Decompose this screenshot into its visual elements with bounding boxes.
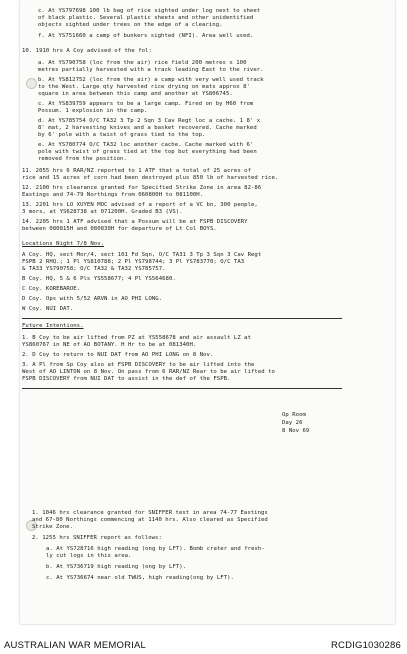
future-row: 2. D Coy to return to NUI DAT from AO PHI LONG on 8 Nov. — [22, 352, 214, 358]
text-line: pole with twist of grass tied at the top but everything had been — [38, 149, 257, 155]
text-line: 13. 2201 hrs LO XUYEN MOC advised of a report of a VC bn, 300 people, — [22, 202, 258, 208]
text-line: d. At YS785754 O/C TA32 3 Tp 2 Sqn 3 Cav Regt loc a cache. 1 8' x — [38, 118, 261, 124]
text-line: Strike Zone. — [32, 524, 74, 530]
text-line: objects sighted under trees on the edge of a clearing. — [38, 22, 223, 28]
text-line: 12. 2100 hrs clearance granted for Specified Strike Zone in area 82-86 — [22, 185, 262, 191]
text-line: and 67-80 Northings commencing at 1140 hrs. Also cleared as Specified — [32, 517, 268, 523]
text-line: b. At YS736719 high reading (ong by LFT). — [46, 564, 187, 570]
text-line: 8' mat, 2 harvesting knives and a basket recovered. Cache marked — [38, 125, 257, 131]
text-line: 10. 1910 hrs A Coy advised of the fol: — [22, 48, 152, 54]
locations-heading: Locations Night 7/8 Nov. — [22, 241, 105, 247]
text-line: ly cut logs in this area. — [46, 553, 132, 559]
future-row: 3. A Pl from Sp Coy also at FSPB DISCOVERY to be air lifted into the — [22, 362, 255, 368]
text-line: a. At YS790758 (loc from the air) rice field 200 metres x 100 — [38, 60, 247, 66]
location-row: W Coy. NUI DAT. — [22, 306, 74, 312]
future-heading: Future Intentions. — [22, 323, 84, 329]
text-line: of black plastic. Several plastic sheets and other unidentified — [38, 15, 254, 21]
text-line: 14. 2205 hrs 1 ATF advised that a Possum will be at FSPB DISCOVERY — [22, 219, 248, 225]
text-line: by 6' pole with a twist of grass tied to the top. — [38, 132, 206, 138]
future-row: FSPB DISCOVERY from NUI DAT to assist in the def of the FSPB. — [22, 376, 231, 382]
text-line: rice and 15 acres of corn had been destroyed plus 850 lb of harvested rice. — [22, 175, 279, 181]
text-line: to the West. Large qty harvested rice drying on mats approx 8' — [38, 84, 250, 90]
location-row: A Coy. HQ, sect Mor/4, sect 101 Fd Sqn, O/C TA31 3 Tp 3 Sqn 3 Cav Regt — [22, 252, 262, 258]
punch-hole — [26, 78, 37, 89]
divider — [22, 388, 342, 389]
footer-left: AUSTRALIAN WAR MEMORIAL — [4, 640, 147, 651]
location-row: & TA33 YS790758; O/C TA32 & TA32 YS785757. — [22, 266, 166, 272]
text-line: between 080815H and 080830H for departure of Lt Col BOYS. — [22, 226, 217, 232]
text-line: 11. 2055 hrs 6 RAR/NZ reported to 1 ATF that a total of 25 acres of — [22, 168, 251, 174]
text-line: b. At YS812752 (loc from the air) a camp with very well used track — [38, 77, 264, 83]
divider — [22, 318, 342, 319]
signature-line: Op Room — [282, 412, 306, 418]
text-line: a. At YS728716 high reading (ong by LFT). Bomb crater and fresh- — [46, 546, 265, 552]
text-line: f. At YS751660 a camp of bunkers sighted (NFI). Area well used. — [38, 33, 254, 39]
signature-line: 8 Nov 69 — [282, 428, 310, 434]
future-row: 1. B Coy to be air lifted from PZ at YS558678 and air assault LZ at — [22, 335, 251, 341]
text-line: square in area between this camp and another at YS806745. — [38, 91, 233, 97]
signature-line: Day 26 — [282, 420, 303, 426]
text-line: 2. 1255 hrs SNIFFER report as follows: — [32, 535, 162, 541]
text-line: 3 mors, at YS628738 at 071200H. Graded B3 (VS). — [22, 209, 183, 215]
text-line: metres partially harvested with a track leading East to the river. — [38, 67, 264, 73]
location-row: FSPB 2 RHQ.; 1 Pl YS810788; 2 Pl YS798744; 3 Pl YS783770; O/C TA3 — [22, 259, 245, 265]
text-line: 1. 1046 hrs clearance granted for SNIFFER test in area 74-77 Eastings — [32, 510, 268, 516]
footer-right: RCDIG1030286 — [331, 640, 401, 651]
text-line: c. At YS797698 100 lb bag of rice sighted under log next to sheet — [38, 8, 261, 14]
future-row: West of AO LINTON on 8 Nov. On pass from 6 RAR/NZ Rear to be air lifted to — [22, 369, 275, 375]
location-row: D Coy. Ops with 5/52 ARVN in AO PHI LONG. — [22, 296, 163, 302]
location-row: C Coy. KOREBAROE. — [22, 286, 81, 292]
text-line: e. At YS780774 O/C TA32 loc another cache. Cache marked with 6' — [38, 142, 254, 148]
text-line: removed from the position. — [38, 156, 127, 162]
text-line: c. At YS736674 near old TWUS, high reading(ong by LFT). — [46, 575, 234, 581]
future-row: YS860767 in NE of AO BOTANY. H Hr to be at 081340H. — [22, 342, 197, 348]
location-row: B Coy. HQ, 5 & 6 Pls YS558677; 4 Pl YS564680. — [22, 276, 176, 282]
text-line: Eastings and 74-79 Northings from 060800H to 081100H. — [22, 192, 204, 198]
document-page — [20, 0, 395, 624]
text-line: Possum. 1 explosion in the camp. — [38, 108, 148, 114]
text-line: c. At YS839759 appears to be a large camp. Fired on by H60 from — [38, 101, 254, 107]
